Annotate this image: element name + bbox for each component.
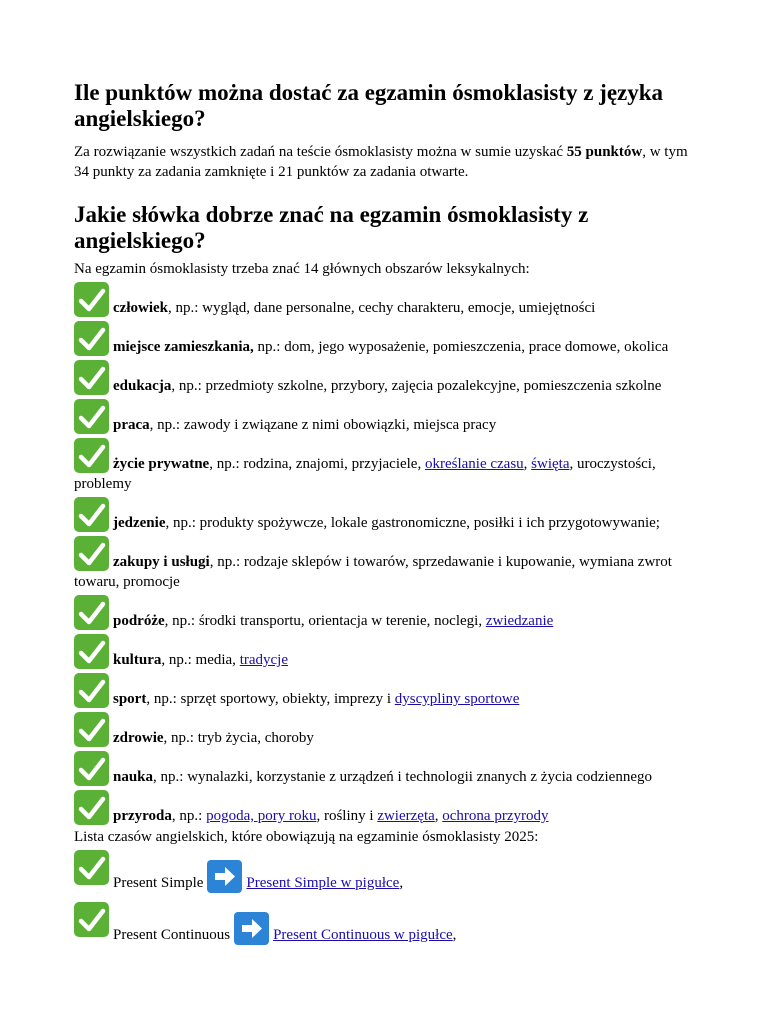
tense-label: Present Simple bbox=[113, 875, 204, 891]
check-icon bbox=[74, 850, 109, 885]
link-zwierzeta[interactable]: zwierzęta bbox=[377, 808, 435, 824]
check-icon bbox=[74, 712, 109, 747]
link-zwiedzanie[interactable]: zwiedzanie bbox=[485, 613, 554, 629]
link-present-simple[interactable]: Present Simple w pigułce bbox=[246, 875, 400, 891]
check-icon bbox=[74, 360, 109, 395]
list-item bbox=[74, 673, 698, 709]
item-term: zdrowie bbox=[113, 730, 164, 746]
link-tradycje[interactable]: tradycje bbox=[239, 652, 288, 668]
check-icon bbox=[74, 438, 109, 473]
item-separator: , bbox=[523, 456, 532, 472]
tenses-intro: Lista czasów angielskich, które obowiązują na egzaminie ósmoklasisty 2025: bbox=[74, 829, 539, 845]
link-ochrona-przyrody[interactable]: ochrona przyrody bbox=[442, 808, 549, 824]
item-description: , np.: produkty spożywcze, lokale gastronomiczne, posiłki i ich przygotowywanie; bbox=[165, 515, 660, 531]
tense-label: Present Continuous bbox=[113, 927, 231, 943]
item-description: , np.: rodzaje sklepów i towarów, sprzedawanie i kupowanie, wymiana zwrot towaru, promocje bbox=[74, 554, 672, 590]
list-item bbox=[74, 321, 698, 357]
item-description: , np.: środki transportu, orientacja w terenie, noclegi, bbox=[164, 613, 486, 629]
list-item bbox=[74, 438, 698, 494]
list-item bbox=[74, 634, 698, 670]
item-term: podróże bbox=[113, 613, 165, 629]
item-term: kultura bbox=[113, 652, 162, 668]
item-separator: , rośliny i bbox=[316, 808, 378, 824]
check-icon bbox=[74, 282, 109, 317]
check-icon bbox=[74, 751, 109, 786]
item-description: , np.: zawody i związane z nimi obowiązki, miejsca pracy bbox=[149, 417, 497, 433]
list-item bbox=[74, 497, 698, 533]
item-term: człowiek bbox=[113, 300, 168, 316]
item-description: , np.: bbox=[171, 808, 207, 824]
list-item bbox=[74, 595, 698, 631]
check-icon bbox=[74, 399, 109, 434]
item-description: , np.: wynalazki, korzystanie z urządzeń i technologii znanych z życia codziennego bbox=[153, 769, 652, 785]
check-icon bbox=[74, 536, 109, 571]
item-description: , np.: rodzina, znajomi, przyjaciele, bbox=[209, 456, 425, 472]
item-punctuation: , bbox=[452, 927, 457, 943]
link-swieta[interactable]: święta bbox=[531, 456, 570, 472]
points-text-after: , w tym 34 punkty za zadania zamknięte i 21 punktów za zadania otwarte. bbox=[74, 144, 688, 180]
vocabulary-intro: Na egzamin ósmoklasisty trzeba znać 14 głównych obszarów leksykalnych: bbox=[74, 261, 530, 277]
item-separator: , bbox=[434, 808, 443, 824]
item-description: , np.: przedmioty szkolne, przybory, zajęcia pozalekcyjne, pomieszczenia szkolne bbox=[171, 378, 662, 394]
item-term: praca bbox=[113, 417, 150, 433]
list-item bbox=[74, 360, 698, 396]
points-paragraph bbox=[74, 142, 698, 182]
item-term: życie prywatne bbox=[113, 456, 210, 472]
list-item bbox=[74, 399, 698, 435]
item-description: , np.: sprzęt sportowy, obiekty, imprezy i bbox=[146, 691, 395, 707]
list-item bbox=[74, 902, 698, 951]
points-total: 55 punktów bbox=[566, 144, 643, 160]
check-icon bbox=[74, 790, 109, 825]
list-item bbox=[74, 536, 698, 592]
vocabulary-list bbox=[74, 282, 698, 826]
check-icon bbox=[74, 673, 109, 708]
list-item bbox=[74, 712, 698, 748]
list-item bbox=[74, 751, 698, 787]
arrow-right-icon bbox=[234, 912, 269, 945]
item-description: np.: dom, jego wyposażenie, pomieszczenia, prace domowe, okolica bbox=[253, 339, 669, 355]
item-description-end: , uroczystości, problemy bbox=[74, 456, 656, 492]
check-icon bbox=[74, 634, 109, 669]
tenses-list bbox=[74, 850, 698, 951]
item-term: sport bbox=[113, 691, 147, 707]
item-description: , np.: media, bbox=[161, 652, 240, 668]
check-icon bbox=[74, 321, 109, 356]
list-item bbox=[74, 790, 698, 826]
link-dyscypliny-sportowe[interactable]: dyscypliny sportowe bbox=[394, 691, 520, 707]
points-text-before: Za rozwiązanie wszystkich zadań na teście ósmoklasisty można w sumie uzyskać bbox=[74, 144, 567, 160]
item-term: zakupy i usługi bbox=[113, 554, 210, 570]
item-description: , np.: tryb życia, choroby bbox=[163, 730, 314, 746]
link-pogoda-pory-roku[interactable]: pogoda, pory roku bbox=[206, 808, 317, 824]
arrow-right-icon bbox=[207, 860, 242, 893]
item-term: edukacja bbox=[113, 378, 172, 394]
item-term: nauka bbox=[113, 769, 154, 785]
check-icon bbox=[74, 497, 109, 532]
heading-vocabulary: Jakie słówka dobrze znać na egzamin ósmoklasisty z angielskiego? bbox=[74, 202, 589, 253]
link-okreslanie-czasu[interactable]: określanie czasu bbox=[424, 456, 524, 472]
check-icon bbox=[74, 902, 109, 937]
article-content bbox=[74, 80, 698, 951]
link-present-continuous[interactable]: Present Continuous w pigułce bbox=[273, 927, 453, 943]
item-punctuation: , bbox=[399, 875, 404, 891]
heading-points: Ile punktów można dostać za egzamin ósmoklasisty z języka angielskiego? bbox=[74, 80, 664, 131]
check-icon bbox=[74, 595, 109, 630]
list-item bbox=[74, 282, 698, 318]
item-term: przyroda bbox=[113, 808, 172, 824]
list-item bbox=[74, 850, 698, 899]
item-description: , np.: wygląd, dane personalne, cechy charakteru, emocje, umiejętności bbox=[167, 300, 596, 316]
item-term: miejsce zamieszkania, bbox=[113, 339, 254, 355]
item-term: jedzenie bbox=[113, 515, 166, 531]
